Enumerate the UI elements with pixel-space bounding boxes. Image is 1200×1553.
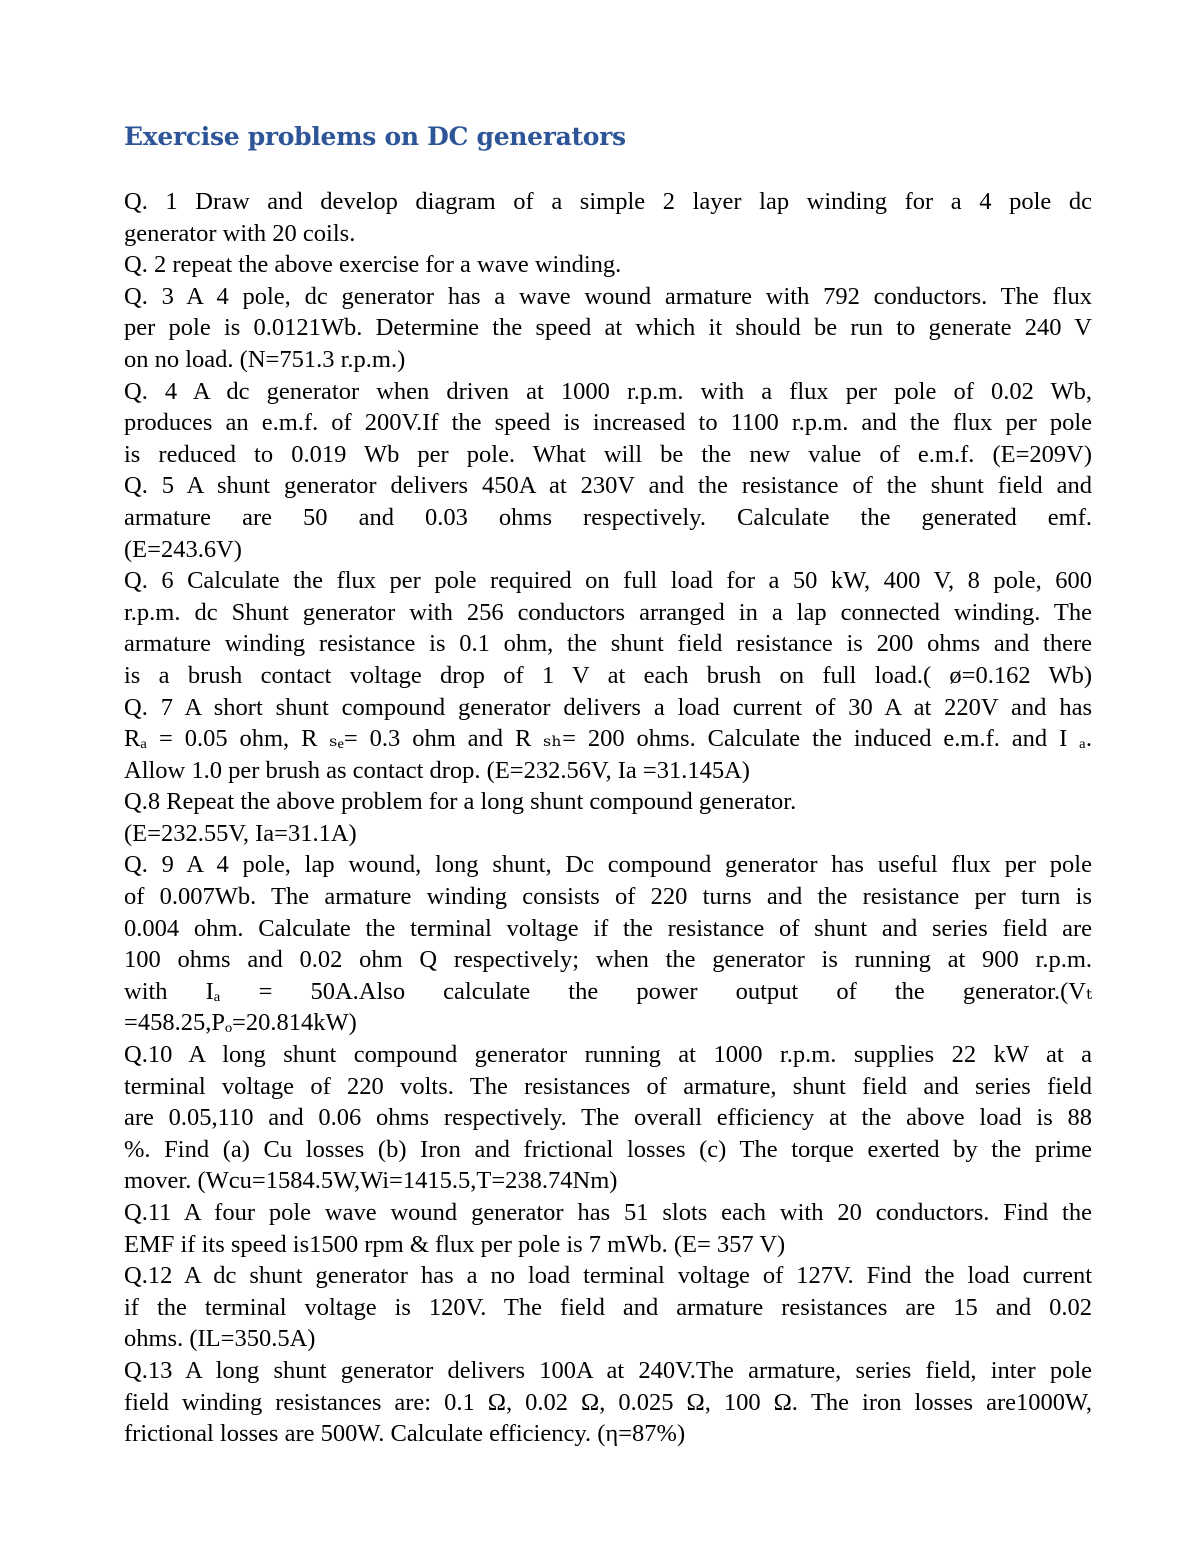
text-line: Q. 4 A dc generator when driven at 1000 r.p.m. with a flux per pole of 0.02 Wb, <box>124 377 1092 405</box>
text-line: Allow 1.0 per brush as contact drop. (E=232.56V, Ia =31.145A) <box>124 756 750 784</box>
text-line: armature are 50 and 0.03 ohms respectively. Calculate the generated emf. <box>124 503 1092 531</box>
text-line: per pole is 0.0121Wb. Determine the speed at which it should be run to generate 240 V <box>124 314 1092 342</box>
text-line: are 0.05,110 and 0.06 ohms respectively. The overall efficiency at the above load is 88 <box>124 1104 1092 1132</box>
text-line: of 0.007Wb. The armature winding consists of 220 turns and the resistance per turn is <box>124 883 1092 911</box>
text-line: is a brush contact voltage drop of 1 V at each brush on full load.( ø=0.162 Wb) <box>124 661 1092 689</box>
text-line: Q.8 Repeat the above problem for a long shunt compound generator. <box>124 788 797 816</box>
text-line: Q.10 A long shunt compound generator running at 1000 r.p.m. supplies 22 kW at a <box>124 1041 1092 1069</box>
text-line: 100 ohms and 0.02 ohm Q respectively; when the generator is running at 900 r.p.m. <box>124 946 1092 974</box>
text-line: %. Find (a) Cu losses (b) Iron and frictional losses (c) The torque exerted by the prime <box>124 1135 1092 1163</box>
text-line: is reduced to 0.019 Wb per pole. What will be the new value of e.m.f. (E=209V) <box>124 440 1092 468</box>
text-line: r.p.m. dc Shunt generator with 256 conductors arranged in a lap connected winding. The <box>124 598 1092 626</box>
text-line: Rₐ = 0.05 ohm, R ₛₑ= 0.3 ohm and R ₛₕ= 200 ohms. Calculate the induced e.m.f. and I ₐ. <box>124 725 1092 753</box>
text-line: if the terminal voltage is 120V. The field and armature resistances are 15 and 0.02 <box>124 1293 1092 1321</box>
text-line: Q. 5 A shunt generator delivers 450A at 230V and the resistance of the shunt field and <box>124 472 1092 500</box>
text-line: Q. 2 repeat the above exercise for a wave winding. <box>124 251 622 279</box>
text-line: terminal voltage of 220 volts. The resistances of armature, shunt field and series field <box>124 1072 1092 1100</box>
text-line: produces an e.m.f. of 200V.If the speed is increased to 1100 r.p.m. and the flux per pole <box>124 409 1092 437</box>
problem-list <box>124 186 1092 1450</box>
text-line: EMF if its speed is1500 rpm & flux per pole is 7 mWb. (E= 357 V) <box>124 1230 786 1258</box>
text-line: (E=232.55V, Ia=31.1A) <box>124 819 357 847</box>
text-line: Q. 9 A 4 pole, lap wound, long shunt, Dc compound generator has useful flux per pole <box>124 851 1092 879</box>
text-line: Q.12 A dc shunt generator has a no load terminal voltage of 127V. Find the load current <box>124 1262 1092 1290</box>
text-line: Q.11 A four pole wave wound generator has 51 slots each with 20 conductors. Find the <box>124 1199 1092 1226</box>
text-line: Q.13 A long shunt generator delivers 100A at 240V.The armature, series field, inter pole <box>124 1356 1092 1384</box>
text-line: Q. 6 Calculate the flux per pole required on full load for a 50 kW, 400 V, 8 pole, 600 <box>124 567 1092 595</box>
text-line: ohms. (IL=350.5A) <box>124 1325 316 1353</box>
text-line: mover. (Wcu=1584.5W,Wi=1415.5,T=238.74Nm) <box>124 1167 618 1195</box>
document-title: Exercise problems on DC generators <box>124 122 626 151</box>
text-line: Q. 7 A short shunt compound generator delivers a load current of 30 A at 220V and has <box>124 693 1092 721</box>
text-line: on no load. (N=751.3 r.p.m.) <box>124 345 406 373</box>
text-line: generator with 20 coils. <box>124 219 356 247</box>
text-line: (E=243.6V) <box>124 535 242 563</box>
text-line: armature winding resistance is 0.1 ohm, the shunt field resistance is 200 ohms and there <box>124 630 1092 658</box>
text-line: Q. 3 A 4 pole, dc generator has a wave wound armature with 792 conductors. The flux <box>124 282 1092 310</box>
text-line: field winding resistances are: 0.1 Ω, 0.02 Ω, 0.025 Ω, 100 Ω. The iron losses are1000W, <box>124 1388 1092 1416</box>
text-line: with Iₐ = 50A.Also calculate the power output of the generator.(Vₜ <box>124 977 1092 1005</box>
text-line: 0.004 ohm. Calculate the terminal voltage if the resistance of shunt and series field are <box>124 914 1092 942</box>
text-line: frictional losses are 500W. Calculate efficiency. (η=87%) <box>124 1420 686 1448</box>
text-line: Q. 1 Draw and develop diagram of a simple 2 layer lap winding for a 4 pole dc <box>124 188 1092 215</box>
text-line: =458.25,Pₒ=20.814kW) <box>124 1009 357 1037</box>
